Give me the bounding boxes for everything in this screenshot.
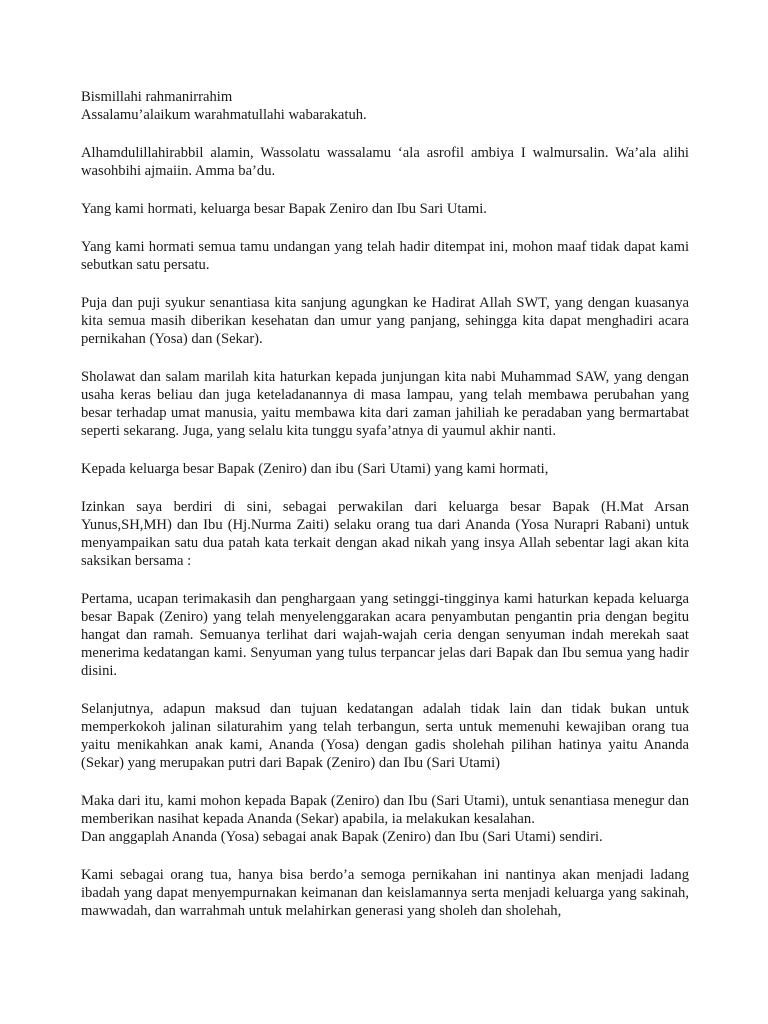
paragraph-address-family: Kepada keluarga besar Bapak (Zeniro) dan ibu (Sari Utami) yang kami hormati, (81, 461, 549, 477)
paragraph-puja-syukur: Puja dan puji syukur senantiasa kita sanjung agungkan ke Hadirat Allah SWT, yang dengan kuasanya kita semua masih diberikan kesehatan dan umur yang panjang, sehingga kita dapat menghadiri acara pernikahan (Yosa) dan (Sekar). (81, 295, 689, 347)
document-page (81, 88, 689, 920)
paragraph-greeting-family: Yang kami hormati, keluarga besar Bapak Zeniro dan Ibu Sari Utami. (81, 201, 487, 217)
paragraph-prayer: Kami sebagai orang tua, hanya bisa berdo’a semoga pernikahan ini nantinya akan menjadi ladang ibadah yang dapat menyempurnakan keimanan dan keislamannya serta menjadi keluarga yang sakinah, mawwadah, dan warrahmah untuk melahirkan generasi yang sholeh dan sholehah, (81, 867, 689, 919)
request-line-1: Maka dari itu, kami mohon kepada Bapak (Zeniro) dan Ibu (Sari Utami), untuk senantiasa menegur dan memberikan nasihat kepada Ananda (Sekar) apabila, ia melakukan kesalahan. (81, 793, 689, 827)
paragraph-sholawat: Sholawat dan salam marilah kita haturkan kepada junjungan kita nabi Muhammad SAW, yang dengan usaha keras beliau dan juga keteladanannya di masa lampau, yang telah membawa perubahan yang besar terhadap umat manusia, yaitu membawa kita dari zaman jahiliah ke peradaban yang bermartabat seperti sekarang. Juga, yang selalu kita tunggu syafa’atnya di yaumul akhir nanti. (81, 369, 689, 439)
paragraph-hamdalah: Alhamdulillahirabbil alamin, Wassolatu wassalamu ‘ala asrofil ambiya I walmursalin. Wa’ala alihi wasohbihi ajmaiin. Amma ba’du. (81, 145, 689, 179)
opening-greeting (81, 88, 689, 124)
paragraph-request (81, 792, 689, 846)
paragraph-introduction: Izinkan saya berdiri di sini, sebagai perwakilan dari keluarga besar Bapak (H.Mat Arsan Yunus,SH,MH) dan Ibu (Hj.Nurma Zaiti) selaku orang tua dari Ananda (Yosa Nurapri Rabani) untuk menyampaikan satu dua patah kata terkait dengan akad nikah yang insya Allah sebentar lagi akan kita saksikan bersama : (81, 499, 689, 569)
basmalah-line: Bismillahi rahmanirrahim (81, 89, 233, 105)
paragraph-purpose: Selanjutnya, adapun maksud dan tujuan kedatangan adalah tidak lain dan tidak bukan untuk memperkokoh jalinan silaturahim yang telah terbangun, serta untuk memenuhi kewajiban orang tua yaitu menikahkan anak kami, Ananda (Yosa) dengan gadis sholehah pilihan hatinya yaitu Ananda (Sekar) yang merupakan putri dari Bapak (Zeniro) dan Ibu (Sari Utami) (81, 701, 689, 771)
salam-line: Assalamu’alaikum warahmatullahi wabarakatuh. (81, 107, 367, 123)
paragraph-thanks: Pertama, ucapan terimakasih dan penghargaan yang setinggi-tingginya kami haturkan kepada keluarga besar Bapak (Zeniro) yang telah menyelenggarakan acara penyambutan pengantin pria dengan begitu hangat dan ramah. Semuanya terlihat dari wajah-wajah ceria dengan senyuman indah merekah saat menerima kedatangan kami. Senyuman yang tulus terpancar jelas dari Bapak dan Ibu semua yang hadir disini. (81, 591, 689, 679)
request-line-2: Dan anggaplah Ananda (Yosa) sebagai anak Bapak (Zeniro) dan Ibu (Sari Utami) sendiri. (81, 829, 603, 845)
paragraph-greeting-guests: Yang kami hormati semua tamu undangan yang telah hadir ditempat ini, mohon maaf tidak dapat kami sebutkan satu persatu. (81, 239, 689, 273)
